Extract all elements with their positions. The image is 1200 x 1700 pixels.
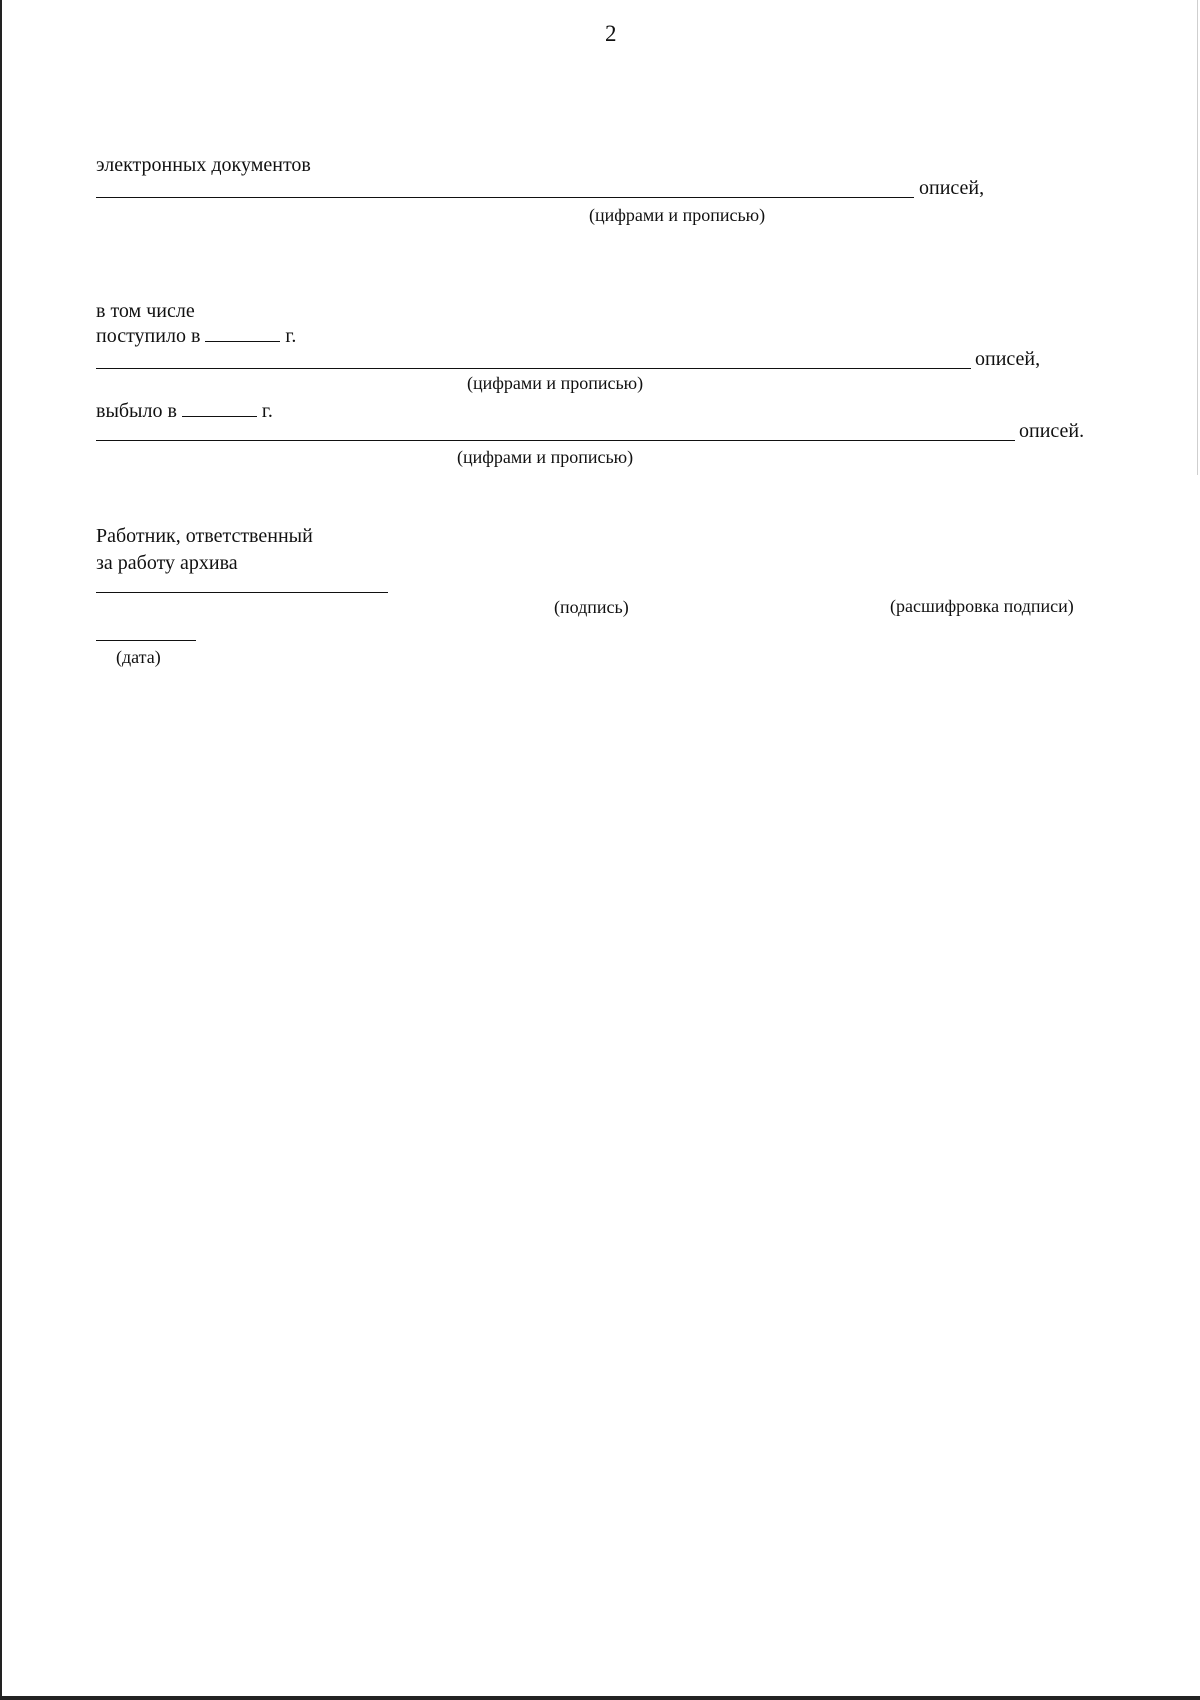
signatory-title-line2: за работу архива bbox=[96, 552, 238, 574]
page-number: 2 bbox=[605, 21, 617, 46]
signature-caption: (подпись) bbox=[554, 597, 629, 617]
date-caption: (дата) bbox=[116, 647, 161, 667]
received-count-caption: (цифрами и прописью) bbox=[467, 373, 644, 393]
disposed-line bbox=[96, 401, 273, 421]
received-year-suffix: г. bbox=[285, 325, 297, 347]
electronic-documents-heading: электронных документов bbox=[96, 154, 311, 176]
scan-right-edge bbox=[1197, 0, 1198, 475]
electronic-count-line[interactable] bbox=[96, 197, 914, 198]
received-prefix: поступило в bbox=[96, 325, 201, 347]
scan-bottom-edge bbox=[0, 1696, 1200, 1700]
signature-decoding-caption: (расшифровка подписи) bbox=[890, 596, 1074, 616]
received-line bbox=[96, 326, 296, 346]
disposed-count-line[interactable] bbox=[96, 440, 1015, 441]
including-label: в том числе bbox=[96, 300, 195, 322]
received-inventories-suffix: описей, bbox=[975, 348, 1041, 370]
scan-left-edge bbox=[0, 0, 2, 1700]
disposed-year-field[interactable] bbox=[182, 415, 257, 417]
disposed-year-suffix: г. bbox=[261, 400, 273, 422]
electronic-count-caption: (цифрами и прописью) bbox=[589, 205, 766, 225]
received-count-line[interactable] bbox=[96, 368, 971, 369]
received-year-field[interactable] bbox=[205, 340, 280, 342]
signatory-position-line[interactable] bbox=[96, 592, 388, 593]
disposed-prefix: выбыло в bbox=[96, 400, 177, 422]
disposed-inventories-suffix: описей. bbox=[1019, 420, 1085, 442]
disposed-count-caption: (цифрами и прописью) bbox=[457, 447, 634, 467]
electronic-inventories-suffix: описей, bbox=[919, 177, 985, 199]
date-line[interactable] bbox=[96, 640, 196, 641]
signatory-title-line1: Работник, ответственный bbox=[96, 525, 313, 547]
